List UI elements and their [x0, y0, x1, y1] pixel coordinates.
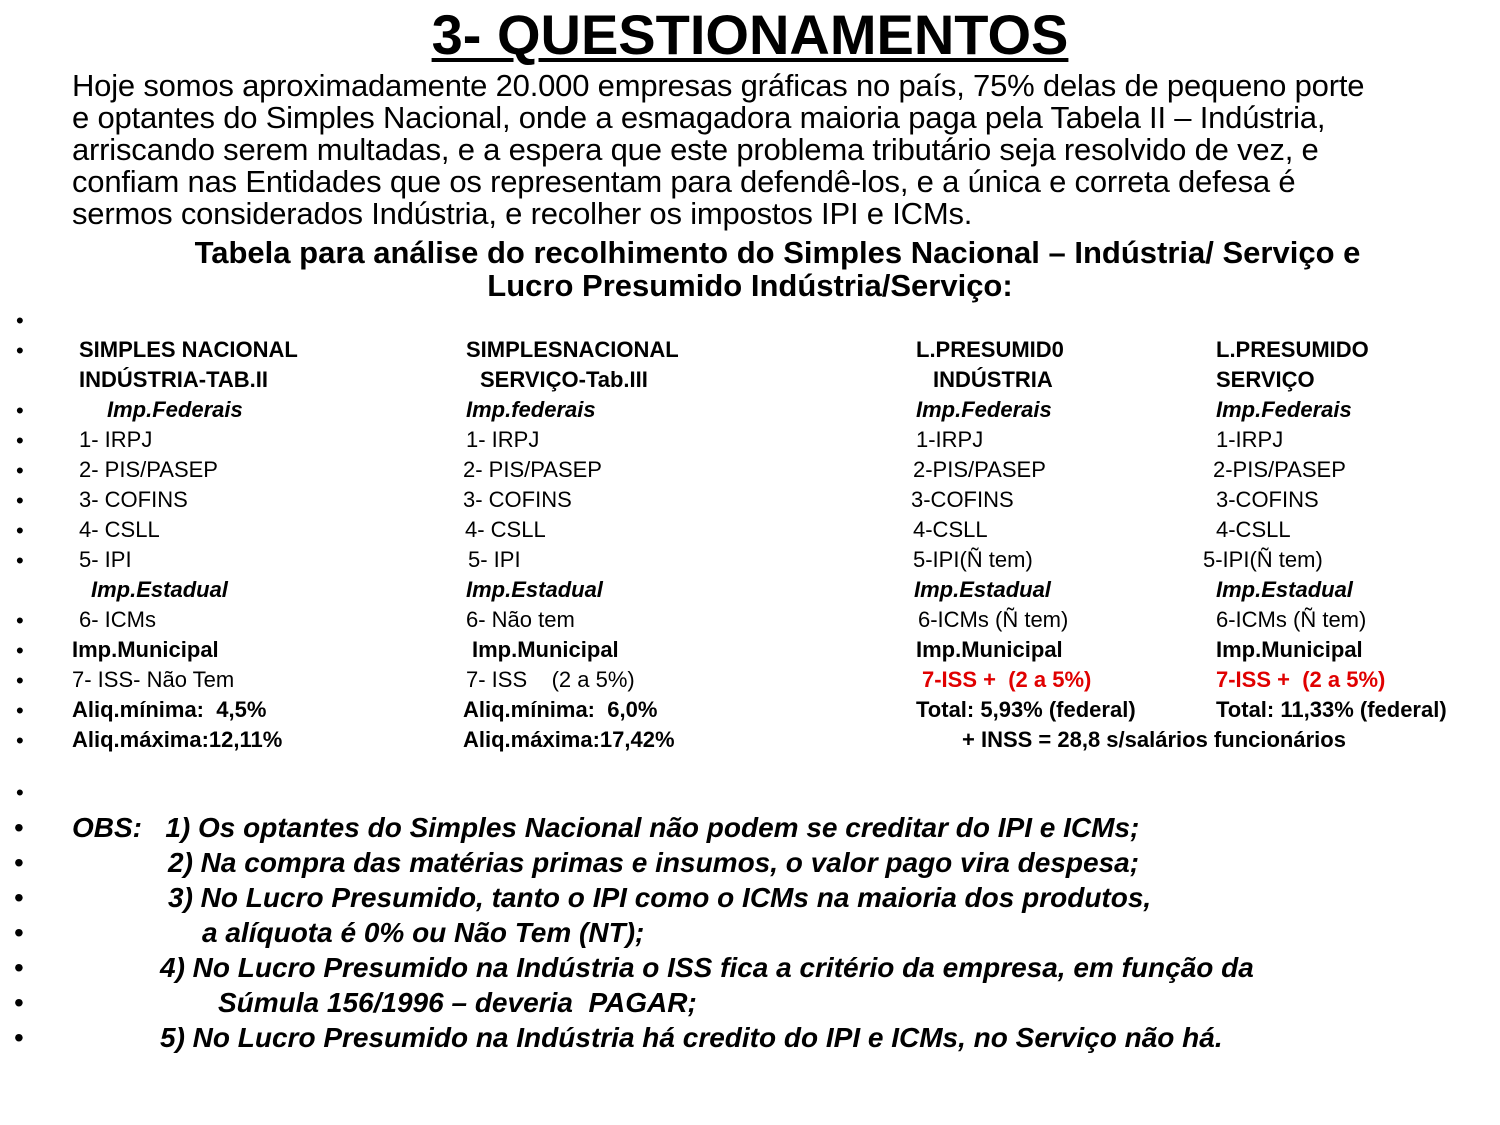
column-header: SIMPLES NACIONAL — [79, 337, 298, 362]
bullet: • — [16, 668, 24, 693]
table-cell: 7-ISS + (2 a 5%) — [922, 667, 1092, 692]
bullet: • — [16, 398, 24, 423]
table-cell: Imp.Municipal — [72, 637, 219, 662]
table-cell: 4- CSLL — [465, 517, 546, 542]
obs-line: 4) No Lucro Presumido na Indústria o ISS fica a critério da empresa, em função da — [160, 952, 1254, 983]
table-cell: Imp.Municipal — [916, 637, 1063, 662]
table-cell: 5-IPI(Ñ tem) — [1203, 547, 1323, 572]
table-cell: 2- PIS/PASEP — [463, 457, 602, 482]
column-header: INDÚSTRIA-TAB.II — [79, 367, 269, 392]
table-cell: Total: 11,33% (federal) — [1216, 697, 1447, 722]
table-cell: 2-PIS/PASEP — [1213, 457, 1346, 482]
bullet: • — [16, 548, 24, 573]
table-cell: 1-IRPJ — [916, 427, 984, 452]
table-cell: Imp.Federais — [916, 397, 1052, 422]
subtitle-line: Lucro Presumido Indústria/Serviço: — [487, 268, 1013, 303]
bullet: • — [16, 638, 24, 663]
obs-line: 2) Na compra das matérias primas e insumos, o valor pago vira despesa; — [168, 847, 1140, 878]
table-cell: 3-COFINS — [911, 487, 1014, 512]
table-cell: 2-PIS/PASEP — [913, 457, 1046, 482]
bullet: • — [16, 728, 24, 753]
table-cell: Imp.Estadual — [914, 577, 1051, 602]
bullet: • — [14, 812, 24, 843]
table-cell: 2- PIS/PASEP — [79, 457, 218, 482]
bullet: • — [16, 308, 24, 333]
column-header: L.PRESUMID0 — [916, 337, 1064, 362]
table-subtitle — [0, 236, 1500, 302]
table-cell: 4- CSLL — [79, 517, 160, 542]
table-cell: Aliq.mínima: 4,5% — [72, 697, 267, 722]
bullet: • — [16, 488, 24, 513]
page-title: 3- QUESTIONAMENTOS — [431, 3, 1069, 66]
column-header: INDÚSTRIA — [933, 367, 1053, 392]
obs-line: 3) No Lucro Presumido, tanto o IPI como o ICMs na maioria dos produtos, — [168, 882, 1152, 913]
table-cell: 5- IPI — [79, 547, 132, 572]
obs-line: a alíquota é 0% ou Não Tem (NT); — [202, 917, 645, 948]
table-cell: Imp.Municipal — [1216, 637, 1363, 662]
column-header: L.PRESUMIDO — [1216, 337, 1369, 362]
obs-line: 5) No Lucro Presumido na Indústria há credito do IPI e ICMs, no Serviço não há. — [160, 1022, 1223, 1053]
table-cell: 6- Não tem — [466, 607, 575, 632]
bullet: • — [16, 458, 24, 483]
bullet: • — [14, 987, 24, 1018]
table-cell: 7- ISS (2 a 5%) — [466, 667, 635, 692]
table-cell: Imp.federais — [466, 397, 596, 422]
table-cell: + INSS = 28,8 s/salários funcionários — [962, 727, 1346, 752]
table-cell: Total: 5,93% (federal) — [916, 697, 1136, 722]
table-cell: 6-ICMs (Ñ tem) — [918, 607, 1069, 632]
column-header: SERVIÇO — [1216, 367, 1315, 392]
table-cell: 5-IPI(Ñ tem) — [913, 547, 1033, 572]
table-cell: 5- IPI — [468, 547, 521, 572]
table-cell: 1- IRPJ — [79, 427, 153, 452]
bullet: • — [16, 608, 24, 633]
bullet: • — [16, 698, 24, 723]
table-cell: 3-COFINS — [1216, 487, 1319, 512]
subtitle-line: Tabela para análise do recolhimento do Simples Nacional – Indústria/ Serviço e — [194, 235, 1361, 270]
table-cell: 7-ISS + (2 a 5%) — [1216, 667, 1386, 692]
obs-line: OBS: 1) Os optantes do Simples Nacional não podem se creditar do IPI e ICMs; — [72, 812, 1140, 843]
table-cell: 3- COFINS — [79, 487, 188, 512]
intro-line: e optantes do Simples Nacional, onde a esmagadora maioria paga pela Tabela II – Indústria, — [72, 100, 1326, 135]
bullet: • — [16, 338, 24, 363]
intro-line: sermos considerados Indústria, e recolher os impostos IPI e ICMs. — [72, 196, 973, 231]
intro-line: confiam nas Entidades que os representam para defendê-los, e a única e correta defesa é — [72, 164, 1296, 199]
table-cell: Imp.Estadual — [1216, 577, 1353, 602]
intro-line: Hoje somos aproximadamente 20.000 empresas gráficas no país, 75% delas de pequeno porte — [72, 68, 1365, 103]
table-cell: 1-IRPJ — [1216, 427, 1284, 452]
bullet: • — [14, 952, 24, 983]
table-cell: Aliq.mínima: 6,0% — [463, 697, 658, 722]
obs-line: Súmula 156/1996 – deveria PAGAR; — [218, 987, 697, 1018]
table-cell: 4-CSLL — [1216, 517, 1291, 542]
table-cell: 6- ICMs — [79, 607, 156, 632]
bullet: • — [16, 780, 24, 805]
table-cell: 7- ISS- Não Tem — [72, 667, 235, 692]
table-cell: 4-CSLL — [913, 517, 988, 542]
table-cell: Imp.Estadual — [466, 577, 603, 602]
bullet: • — [16, 428, 24, 453]
table-cell: Imp.Federais — [107, 397, 243, 422]
intro-line: arriscando serem multadas, e a espera que este problema tributário seja resolvido de vez, e — [72, 132, 1319, 167]
column-header: SERVIÇO-Tab.III — [480, 367, 648, 392]
bullet: • — [14, 917, 24, 948]
table-cell: Aliq.máxima:12,11% — [72, 727, 283, 752]
intro-paragraph — [72, 70, 1492, 230]
table-cell: 6-ICMs (Ñ tem) — [1216, 607, 1367, 632]
bullet: • — [16, 518, 24, 543]
column-header: SIMPLESNACIONAL — [466, 337, 679, 362]
table-cell: Imp.Estadual — [91, 577, 228, 602]
table-cell: 1- IRPJ — [466, 427, 540, 452]
bullet: • — [14, 882, 24, 913]
bullet: • — [14, 1022, 24, 1053]
table-cell: Imp.Municipal — [472, 637, 619, 662]
table-cell: Aliq.máxima:17,42% — [463, 727, 675, 752]
table-cell: Imp.Federais — [1216, 397, 1352, 422]
bullet: • — [14, 847, 24, 878]
table-cell: 3- COFINS — [463, 487, 572, 512]
